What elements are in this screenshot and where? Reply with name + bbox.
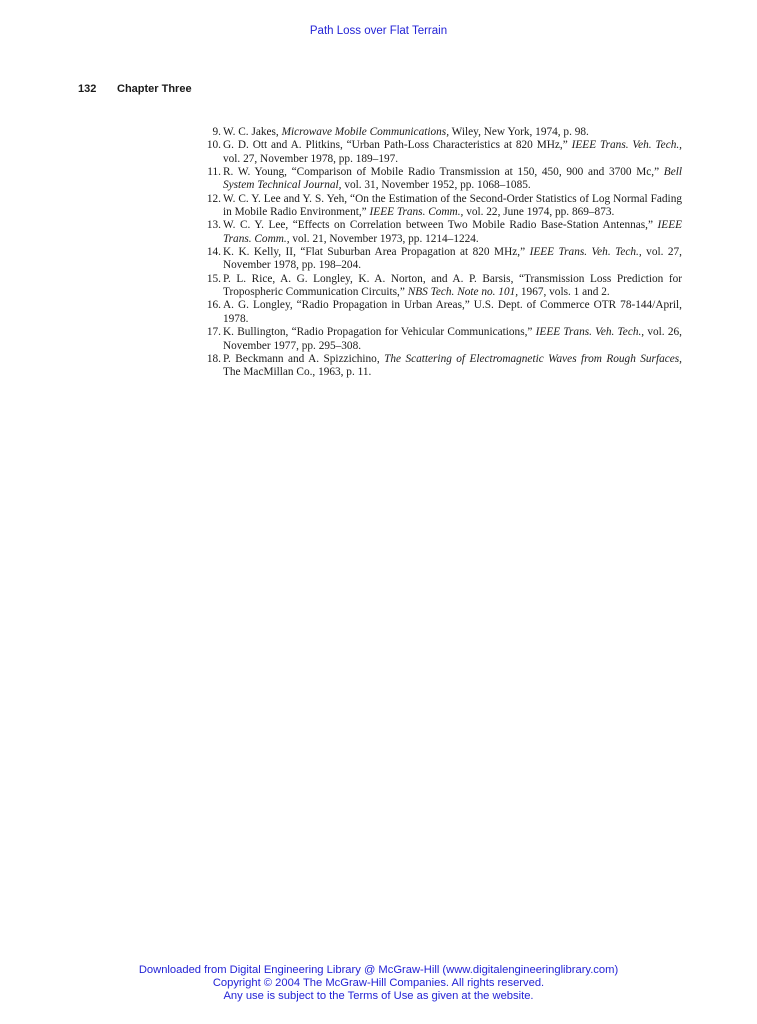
reference-title-italic: Bell System Technical Journal, xyxy=(223,166,682,192)
footer-terms-link[interactable]: Any use is subject to the Terms of Use as given at the website. xyxy=(223,990,534,1002)
reference-segment: W. C. Y. Lee and Y. S. Yeh, “On the Estimation of the Second-Order Statistics of Log Normal Fading in Mobile Radio Environment,” xyxy=(223,192,682,219)
reference-number: 11. xyxy=(207,166,221,179)
reference-number: 13. xyxy=(206,219,221,232)
reference-text xyxy=(222,139,682,166)
reference-segment: P. Beckmann and A. Spizzichino, xyxy=(223,352,385,365)
running-head xyxy=(78,83,192,95)
reference-number: 14. xyxy=(206,246,221,259)
reference-item xyxy=(200,246,682,273)
reference-item xyxy=(200,299,682,326)
reference-segment: vol. 27, November 1978, pp. 198–204. xyxy=(223,246,683,272)
footer-copyright[interactable]: Copyright © 2004 The McGraw-Hill Companies. All rights reserved. xyxy=(212,977,545,989)
reference-number: 16. xyxy=(206,299,221,312)
reference-text xyxy=(222,353,682,380)
reference-segment: W. C. Jakes, xyxy=(223,126,282,138)
reference-number: 17. xyxy=(206,326,221,339)
reference-segment: vol. 22, June 1974, pp. 869–873. xyxy=(463,206,615,219)
reference-text xyxy=(222,126,682,139)
reference-title-italic: IEEE Trans. Veh. Tech., xyxy=(529,246,642,259)
reference-segment: 1967, vols. 1 and 2. xyxy=(518,286,610,299)
reference-item xyxy=(200,273,682,300)
reference-segment: vol. 31, November 1952, pp. 1068–1085. xyxy=(341,179,531,192)
reference-number: 12. xyxy=(206,192,221,205)
reference-number: 15. xyxy=(206,272,221,285)
reference-segment: R. W. Young, “Comparison of Mobile Radio Transmission at 150, 450, 900 and 3700 Mc,” xyxy=(223,166,664,179)
reference-item xyxy=(200,126,682,139)
reference-number: 18. xyxy=(206,352,221,365)
reference-segment: A. G. Longley, “Radio Propagation in Urban Areas,” U.S. Dept. of Commerce OTR 78-144/April, 1978. xyxy=(223,299,682,325)
reference-segment: vol. 27, November 1978, pp. 189–197. xyxy=(223,152,399,165)
reference-segment: K. K. Kelly, II, “Flat Suburban Area Propagation at 820 MHz,” xyxy=(223,246,530,259)
reference-segment: Wiley, New York, 1974, p. 98. xyxy=(449,126,589,138)
reference-item xyxy=(200,219,682,246)
reference-segment: vol. 26, November 1977, pp. 295–308. xyxy=(223,326,682,352)
reference-number: 9. xyxy=(212,126,221,138)
document-title-link[interactable]: Path Loss over Flat Terrain xyxy=(309,25,448,37)
reference-segment: K. Bullington, “Radio Propagation for Vehicular Communications,” xyxy=(223,326,536,339)
reference-text xyxy=(222,246,682,273)
reference-title-italic: IEEE Trans. Veh. Tech., xyxy=(535,326,645,339)
reference-text xyxy=(222,326,682,353)
reference-list xyxy=(200,126,682,380)
reference-segment: W. C. Y. Lee, “Effects on Correlation between Two Mobile Radio Base-Station Antennas,” xyxy=(223,219,658,232)
reference-item xyxy=(200,326,682,353)
reference-title-italic: IEEE Trans. Comm., xyxy=(223,219,682,245)
reference-text xyxy=(222,219,682,246)
reference-segment: G. D. Ott and A. Plitkins, “Urban Path-Loss Characteristics at 820 MHz,” xyxy=(223,139,572,152)
reference-title-italic: NBS Tech. Note no. 101, xyxy=(407,286,519,299)
reference-title-italic: IEEE Trans. Veh. Tech., xyxy=(571,139,683,152)
footer xyxy=(0,964,757,1003)
reference-title-italic: IEEE Trans. Comm., xyxy=(369,206,464,219)
reference-segment: vol. 21, November 1973, pp. 1214–1224. xyxy=(289,232,479,245)
reference-segment: P. L. Rice, A. G. Longley, K. A. Norton, and A. P. Barsis, “Transmission Loss Prediction for Tropospheric Communication Circuits,” xyxy=(223,272,682,299)
reference-item xyxy=(200,139,682,166)
chapter-label: Chapter Three xyxy=(117,83,192,95)
reference-item xyxy=(200,166,682,193)
reference-item xyxy=(200,353,682,380)
reference-text xyxy=(222,166,682,193)
reference-title-italic: The Scattering of Electromagnetic Waves from Rough Surfaces, xyxy=(384,352,682,365)
page-number: 132 xyxy=(78,83,97,95)
reference-text xyxy=(222,273,682,300)
reference-segment: The MacMillan Co., 1963, p. 11. xyxy=(223,366,372,379)
footer-download-link[interactable]: Downloaded from Digital Engineering Library @ McGraw-Hill (www.digitalengineeringlibrary.com) xyxy=(138,964,619,976)
reference-item xyxy=(200,193,682,220)
reference-title-italic: Microwave Mobile Communications, xyxy=(281,126,450,138)
reference-text xyxy=(222,193,682,220)
reference-number: 10. xyxy=(206,139,221,152)
reference-text xyxy=(222,299,682,326)
